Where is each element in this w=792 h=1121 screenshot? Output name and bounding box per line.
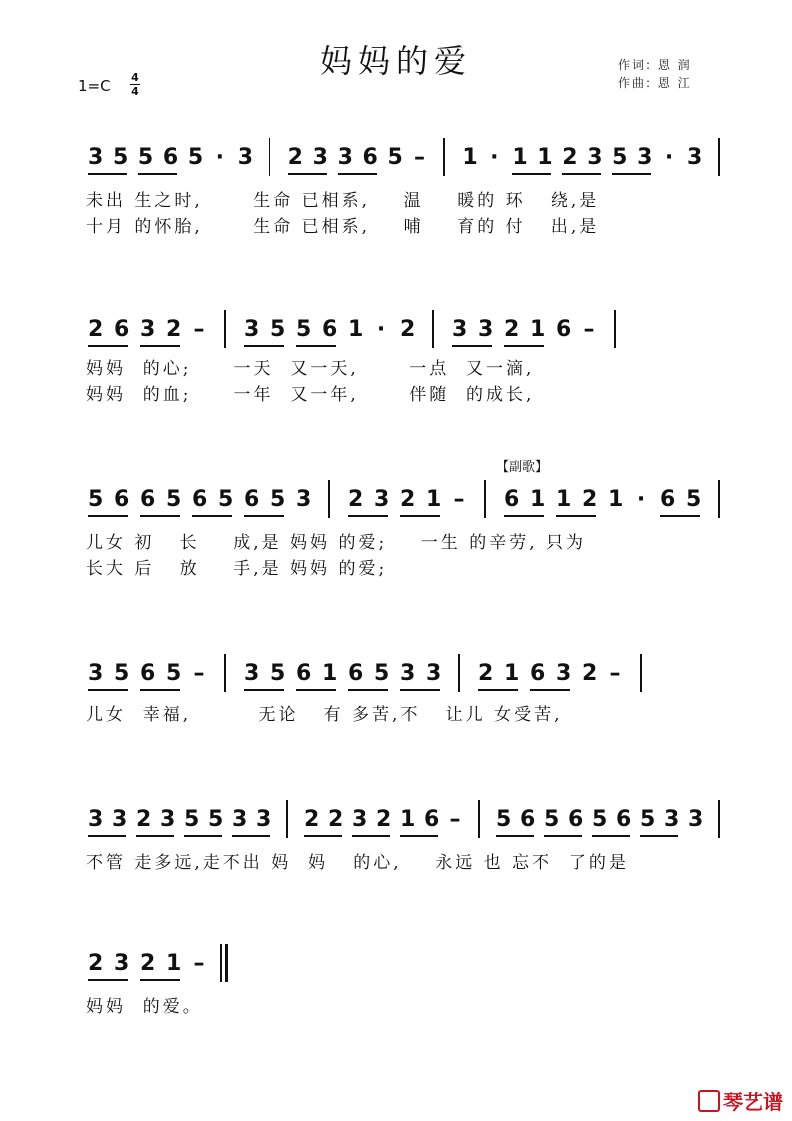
chorus-marker: 【副歌】 (496, 460, 549, 475)
note: 6 (322, 317, 338, 342)
sustain-dash: – (193, 951, 205, 976)
dotted-note: · (490, 145, 499, 170)
note: 5 (114, 661, 130, 686)
note: 3 (237, 145, 254, 170)
note: 2 (88, 951, 104, 976)
beam-underline (244, 345, 284, 347)
beam-underline (400, 689, 440, 691)
note: 5 (218, 487, 234, 512)
note: 6 (556, 317, 572, 342)
bar-line (640, 654, 642, 692)
note: 2 (582, 487, 598, 512)
time-bottom: 4 (131, 85, 139, 98)
note: 5 (374, 661, 390, 686)
note: 3 (88, 661, 104, 686)
note: 3 (232, 807, 248, 832)
sustain-dash: – (193, 317, 205, 342)
note: 6 (520, 807, 536, 832)
lyricist-credit: 作词: 恩 润 (618, 58, 692, 72)
note: 2 (304, 807, 320, 832)
note: 3 (637, 145, 653, 170)
note: 5 (270, 661, 286, 686)
note: 6 (424, 807, 440, 832)
bar-line (443, 138, 445, 176)
beam-underline (244, 515, 284, 517)
note: 1 (462, 145, 478, 170)
note: 5 (112, 145, 129, 170)
note: 6 (114, 317, 130, 342)
beam-underline (184, 835, 222, 837)
beam-underline (140, 689, 180, 691)
note: 5 (612, 145, 628, 170)
beam-underline (136, 835, 174, 837)
note: 5 (296, 317, 312, 342)
note: 3 (400, 661, 416, 686)
beam-underline (88, 345, 128, 347)
note: 2 (287, 145, 303, 170)
beam-underline (530, 689, 570, 691)
beam-underline (304, 835, 342, 837)
note: 1 (530, 317, 546, 342)
lyric-verse2: 妈妈 的血; 一年 又一年, 伴随 的成长, (86, 385, 535, 405)
note: 3 (452, 317, 468, 342)
dotted-note: · (664, 145, 674, 170)
note: 6 (362, 145, 378, 170)
bar-line (484, 480, 486, 518)
note: 3 (244, 317, 260, 342)
note: 5 (208, 807, 224, 832)
beam-underline (504, 515, 544, 517)
bar-line (328, 480, 330, 518)
beam-underline (512, 173, 551, 175)
beam-underline (544, 835, 582, 837)
bar-line (718, 138, 720, 176)
note: 3 (140, 317, 156, 342)
note: 1 (608, 487, 624, 512)
beam-underline (348, 515, 388, 517)
note: 3 (352, 807, 368, 832)
note: 5 (187, 145, 204, 170)
note: 1 (556, 487, 572, 512)
lyric-verse1: 儿女 初 长 成,是 妈妈 的爱; 一生 的辛劳, 只为 (86, 533, 586, 553)
lyric-verse1: 不管 走多远,走不出 妈 妈 的心, 永远 也 忘不 了的是 (86, 853, 629, 873)
time-signature (130, 72, 140, 97)
note: 6 (504, 487, 520, 512)
note: 1 (530, 487, 546, 512)
note: 2 (166, 317, 182, 342)
note: 5 (387, 145, 403, 170)
note: 3 (687, 145, 703, 170)
note: 5 (166, 661, 182, 686)
beam-underline (452, 345, 492, 347)
beam-underline (640, 835, 678, 837)
note: 1 (400, 807, 416, 832)
sustain-dash: – (609, 661, 621, 686)
beam-underline (88, 979, 128, 981)
beam-underline (88, 835, 126, 837)
note: 6 (162, 145, 179, 170)
note: 2 (376, 807, 392, 832)
note: 3 (426, 661, 442, 686)
note: 2 (88, 317, 104, 342)
beam-underline (88, 689, 128, 691)
note: 2 (582, 661, 598, 686)
dotted-note: · (376, 317, 386, 342)
lyric-verse2: 长大 后 放 手,是 妈妈 的爱; (86, 559, 388, 579)
note: 3 (556, 661, 572, 686)
bar-line (224, 654, 226, 692)
note: 6 (140, 487, 156, 512)
note: 6 (568, 807, 584, 832)
note: 2 (400, 487, 416, 512)
bar-line (718, 800, 720, 838)
beam-underline (192, 515, 232, 517)
note: 6 (660, 487, 676, 512)
beam-underline (592, 835, 630, 837)
beam-underline (348, 689, 388, 691)
sustain-dash: – (453, 487, 465, 512)
note: 3 (112, 807, 128, 832)
beam-underline (496, 835, 534, 837)
note: 1 (537, 145, 553, 170)
note: 3 (296, 487, 312, 512)
beam-underline (400, 515, 440, 517)
note: 3 (256, 807, 272, 832)
note: 3 (478, 317, 494, 342)
composer-credit: 作曲: 恩 江 (618, 76, 692, 90)
note: 6 (348, 661, 364, 686)
beam-underline (612, 173, 651, 175)
beam-underline (140, 515, 180, 517)
note: 5 (592, 807, 608, 832)
beam-underline (338, 173, 377, 175)
bar-line (614, 310, 616, 348)
note: 1 (322, 661, 338, 686)
note: 1 (426, 487, 442, 512)
bar-line (718, 480, 720, 518)
note: 1 (512, 145, 528, 170)
time-top: 4 (131, 71, 139, 84)
note: 1 (348, 317, 364, 342)
lyric-verse1: 妈妈 的爱。 (86, 997, 203, 1017)
note: 5 (88, 487, 104, 512)
beam-underline (562, 173, 601, 175)
beam-underline (660, 515, 700, 517)
note: 2 (140, 951, 156, 976)
beam-underline (556, 515, 596, 517)
note: 3 (160, 807, 176, 832)
bar-line (478, 800, 480, 838)
beam-underline (140, 979, 180, 981)
note: 5 (270, 317, 286, 342)
final-bar-thin (220, 944, 222, 982)
bar-line (286, 800, 288, 838)
note: 3 (88, 807, 104, 832)
note: 6 (140, 661, 156, 686)
note: 3 (664, 807, 680, 832)
note: 3 (688, 807, 704, 832)
bar-line (269, 138, 271, 176)
lyric-verse1: 儿女 幸福, 无论 有 多苦,不 让儿 女受苦, (86, 705, 563, 725)
note: 2 (328, 807, 344, 832)
note: 5 (544, 807, 560, 832)
beam-underline (138, 173, 177, 175)
note: 3 (337, 145, 353, 170)
note: 2 (348, 487, 364, 512)
lyric-verse1: 未出 生之时, 生命 已相系, 温 暖的 环 绕,是 (86, 191, 600, 211)
note: 2 (400, 317, 416, 342)
logo-icon (698, 1090, 720, 1112)
logo-text: 琴艺谱 (723, 1090, 783, 1114)
beam-underline (244, 689, 284, 691)
note: 6 (244, 487, 260, 512)
note: 2 (504, 317, 520, 342)
beam-underline (88, 173, 127, 175)
note: 5 (166, 487, 182, 512)
note: 3 (312, 145, 328, 170)
lyric-verse1: 妈妈 的心; 一天 又一天, 一点 又一滴, (86, 359, 535, 379)
note: 1 (166, 951, 182, 976)
beam-underline (504, 345, 544, 347)
final-bar-thick (225, 944, 228, 982)
beam-underline (478, 689, 518, 691)
bar-line (432, 310, 434, 348)
note: 2 (478, 661, 494, 686)
note: 5 (184, 807, 200, 832)
bar-line (224, 310, 226, 348)
note: 3 (88, 145, 104, 170)
beam-underline (296, 689, 336, 691)
note: 5 (640, 807, 656, 832)
note: 6 (192, 487, 208, 512)
note: 6 (114, 487, 130, 512)
beam-underline (352, 835, 390, 837)
note: 5 (137, 145, 154, 170)
note: 5 (496, 807, 512, 832)
note: 6 (296, 661, 312, 686)
beam-underline (140, 345, 180, 347)
sustain-dash: – (413, 145, 425, 170)
note: 2 (562, 145, 578, 170)
sustain-dash: – (449, 807, 461, 832)
sustain-dash: – (583, 317, 595, 342)
lyric-verse2: 十月 的怀胎, 生命 已相系, 哺 育的 付 出,是 (86, 217, 600, 237)
dotted-note: · (215, 145, 224, 170)
beam-underline (88, 515, 128, 517)
beam-underline (288, 173, 327, 175)
site-logo (698, 1086, 783, 1115)
song-title: 妈妈的爱 (319, 42, 472, 80)
beam-underline (296, 345, 336, 347)
note: 3 (587, 145, 603, 170)
note: 3 (244, 661, 260, 686)
beam-underline (232, 835, 270, 837)
note: 3 (374, 487, 390, 512)
dotted-note: · (636, 487, 646, 512)
note: 5 (270, 487, 286, 512)
key-signature: 1=C (78, 77, 111, 95)
sustain-dash: – (193, 661, 205, 686)
note: 2 (136, 807, 152, 832)
bar-line (458, 654, 460, 692)
note: 6 (530, 661, 546, 686)
note: 5 (686, 487, 702, 512)
note: 6 (616, 807, 632, 832)
note: 1 (504, 661, 520, 686)
beam-underline (400, 835, 438, 837)
note: 3 (114, 951, 130, 976)
